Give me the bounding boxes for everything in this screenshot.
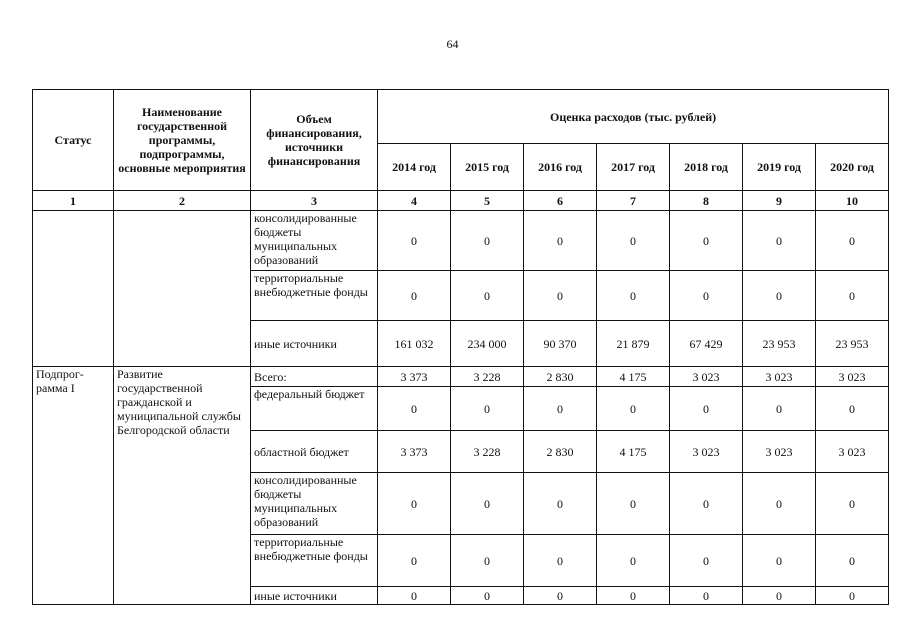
column-number: 4 — [378, 191, 451, 211]
amount-cell: 0 — [816, 271, 889, 321]
amount-cell: 0 — [670, 271, 743, 321]
column-number: 8 — [670, 191, 743, 211]
amount-cell: 0 — [597, 535, 670, 587]
amount-cell: 3 228 — [451, 367, 524, 387]
amount-cell: 0 — [743, 473, 816, 535]
funding-source: федеральный бюджет — [251, 387, 378, 431]
column-number: 10 — [816, 191, 889, 211]
amount-cell: 0 — [378, 387, 451, 431]
amount-cell: 0 — [816, 473, 889, 535]
amount-cell: 3 023 — [670, 367, 743, 387]
column-number: 1 — [33, 191, 114, 211]
amount-cell: 0 — [743, 211, 816, 271]
funding-source: областной бюджет — [251, 431, 378, 473]
amount-cell: 0 — [743, 535, 816, 587]
amount-cell: 0 — [670, 587, 743, 605]
column-number: 9 — [743, 191, 816, 211]
column-number: 2 — [114, 191, 251, 211]
header-volume: Объем финансирования, источники финансирования — [251, 90, 378, 191]
funding-source: территориальные внебюджетные фонды — [251, 535, 378, 587]
amount-cell: 23 953 — [816, 321, 889, 367]
amount-cell: 0 — [378, 271, 451, 321]
amount-cell: 0 — [816, 535, 889, 587]
status-cell-empty — [33, 211, 114, 367]
header-name: Наименование государственной программы, подпрограммы, основные мероприятия — [114, 90, 251, 191]
amount-cell: 0 — [670, 387, 743, 431]
amount-cell: 0 — [524, 211, 597, 271]
amount-cell: 21 879 — [597, 321, 670, 367]
amount-cell: 3 373 — [378, 367, 451, 387]
amount-cell: 3 023 — [670, 431, 743, 473]
budget-table — [32, 89, 889, 605]
amount-cell: 3 023 — [816, 367, 889, 387]
column-number: 5 — [451, 191, 524, 211]
header-year: 2015 год — [451, 144, 524, 191]
header-year: 2016 год — [524, 144, 597, 191]
amount-cell: 0 — [524, 587, 597, 605]
amount-cell: 4 175 — [597, 367, 670, 387]
header-status: Статус — [33, 90, 114, 191]
amount-cell: 0 — [597, 271, 670, 321]
header-year: 2017 год — [597, 144, 670, 191]
amount-cell: 0 — [378, 211, 451, 271]
amount-cell: 0 — [743, 587, 816, 605]
amount-cell: 3 228 — [451, 431, 524, 473]
subprogram-status: Подпрог-рамма I — [33, 367, 114, 605]
amount-cell: 4 175 — [597, 431, 670, 473]
header-estimate: Оценка расходов (тыс. рублей) — [378, 90, 889, 144]
name-cell-empty — [114, 211, 251, 367]
amount-cell: 0 — [816, 587, 889, 605]
amount-cell: 0 — [451, 587, 524, 605]
column-number: 3 — [251, 191, 378, 211]
funding-source: Всего: — [251, 367, 378, 387]
amount-cell: 3 023 — [816, 431, 889, 473]
amount-cell: 0 — [524, 535, 597, 587]
amount-cell: 0 — [378, 587, 451, 605]
header-year: 2019 год — [743, 144, 816, 191]
amount-cell: 0 — [597, 473, 670, 535]
amount-cell: 0 — [816, 387, 889, 431]
header-year: 2020 год — [816, 144, 889, 191]
amount-cell: 0 — [378, 473, 451, 535]
funding-source: консолидированные бюджеты муниципальных образований — [251, 211, 378, 271]
subprogram-name: Развитие государственной гражданской и муниципальной службы Белгородской области — [114, 367, 251, 605]
amount-cell: 3 023 — [743, 367, 816, 387]
amount-cell: 67 429 — [670, 321, 743, 367]
amount-cell: 23 953 — [743, 321, 816, 367]
amount-cell: 0 — [451, 473, 524, 535]
funding-source: консолидированные бюджеты муниципальных образований — [251, 473, 378, 535]
amount-cell: 0 — [816, 211, 889, 271]
amount-cell: 0 — [597, 387, 670, 431]
header-year: 2014 год — [378, 144, 451, 191]
funding-source: территориальные внебюджетные фонды — [251, 271, 378, 321]
amount-cell: 0 — [670, 535, 743, 587]
amount-cell: 0 — [670, 473, 743, 535]
funding-source: иные источники — [251, 321, 378, 367]
amount-cell: 0 — [743, 271, 816, 321]
amount-cell: 234 000 — [451, 321, 524, 367]
amount-cell: 0 — [378, 535, 451, 587]
amount-cell: 0 — [451, 535, 524, 587]
amount-cell: 90 370 — [524, 321, 597, 367]
table-row — [33, 367, 889, 387]
amount-cell: 0 — [451, 211, 524, 271]
funding-source: иные источники — [251, 587, 378, 605]
header-year: 2018 год — [670, 144, 743, 191]
amount-cell: 161 032 — [378, 321, 451, 367]
column-number: 7 — [597, 191, 670, 211]
amount-cell: 0 — [524, 387, 597, 431]
amount-cell: 0 — [597, 211, 670, 271]
amount-cell: 0 — [743, 387, 816, 431]
amount-cell: 2 830 — [524, 367, 597, 387]
column-number: 6 — [524, 191, 597, 211]
amount-cell: 0 — [451, 271, 524, 321]
amount-cell: 0 — [670, 211, 743, 271]
table-row — [33, 211, 889, 271]
amount-cell: 3 023 — [743, 431, 816, 473]
amount-cell: 3 373 — [378, 431, 451, 473]
amount-cell: 0 — [597, 587, 670, 605]
amount-cell: 0 — [451, 387, 524, 431]
page-number: 64 — [446, 37, 459, 51]
amount-cell: 0 — [524, 473, 597, 535]
amount-cell: 0 — [524, 271, 597, 321]
amount-cell: 2 830 — [524, 431, 597, 473]
